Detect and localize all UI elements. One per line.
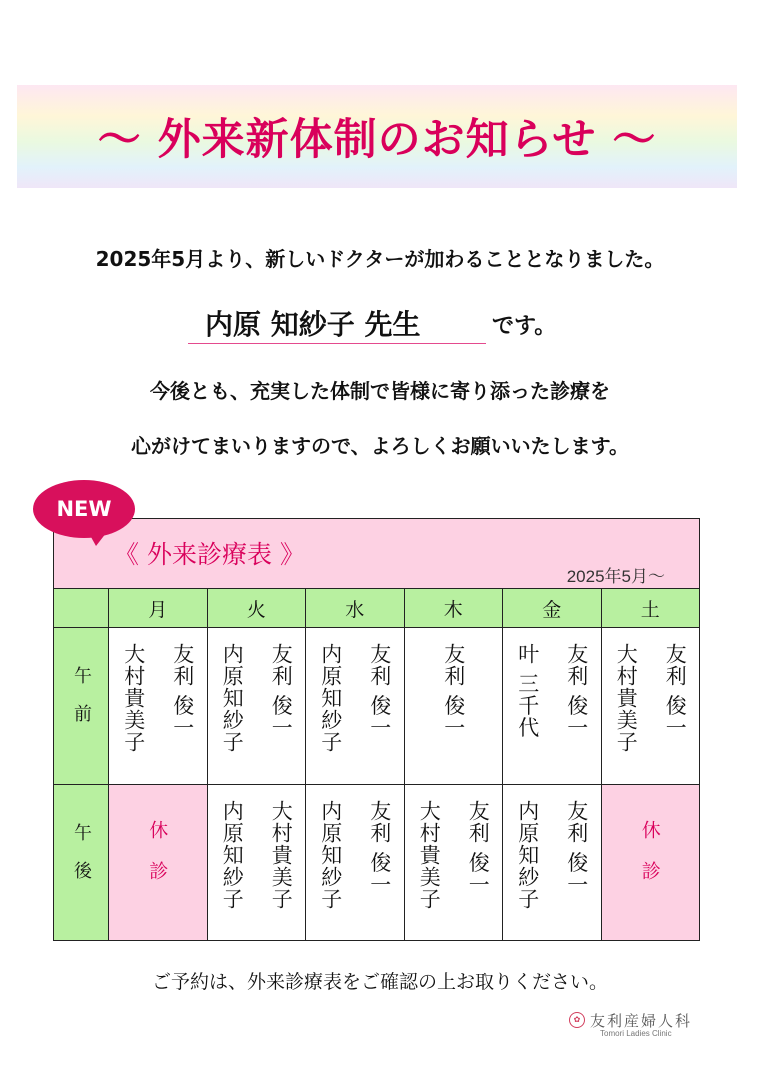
doctor-entry: 友利 俊一 [170, 643, 195, 739]
pm-row [54, 785, 700, 941]
clinic-subtitle: Tomori Ladies Clinic [600, 1029, 672, 1038]
doctor-entry: 友利 俊一 [564, 800, 589, 896]
title-banner [17, 85, 737, 188]
doctor-entry: 友利 俊一 [269, 643, 294, 739]
doctor-entry: 友利 俊一 [367, 643, 392, 739]
pm-wed [306, 785, 405, 941]
doctor-underline [188, 343, 486, 344]
clinic-logo-icon: ✿ [569, 1012, 585, 1028]
corner-cell [54, 589, 109, 628]
page-title: ～ 外来新体制のお知らせ ～ [97, 115, 657, 165]
pm-tue [207, 785, 306, 941]
intro-line-3: 今後とも、充実した体制で皆様に寄り添った診療を [150, 379, 610, 403]
closed-label: 休診 [146, 819, 169, 902]
doctor-entry: 大村貴美子 [121, 643, 146, 753]
doctor-name: 内原 知紗子 先生 [205, 308, 421, 341]
intro-line-1: 2025年5月より、新しいドクターが加わることとなりました。 [95, 247, 665, 271]
period-pm-label: 午後 [71, 822, 92, 899]
day-fri: 金 [503, 589, 602, 628]
doctor-entry: 内原知紗子 [318, 800, 343, 910]
doctor-entry: 大村貴美子 [269, 800, 294, 910]
doctor-entry: 内原知紗子 [515, 800, 540, 910]
pm-sat-closed [601, 785, 700, 941]
intro-line-4: 心がけてまいりますので、よろしくお願いいたします。 [131, 434, 629, 458]
period-pm [54, 785, 109, 941]
day-wed: 水 [306, 589, 405, 628]
period-am-label: 午前 [71, 666, 92, 742]
doctor-entry: 友利 俊一 [663, 643, 688, 739]
pm-thu [404, 785, 503, 941]
doctor-entry: 友利 俊一 [367, 800, 392, 896]
doctor-entry: 友利 俊一 [564, 643, 589, 739]
clinic-name: 友利産婦人科 [590, 1012, 693, 1030]
am-sat [601, 628, 700, 785]
clinic-logo [569, 1012, 729, 1042]
day-header-row [54, 589, 700, 628]
day-sat: 土 [601, 589, 700, 628]
pm-fri [503, 785, 602, 941]
schedule-date: 2025年5月～ [566, 567, 665, 586]
doctor-entry: 大村貴美子 [614, 643, 639, 753]
period-am [54, 628, 109, 785]
new-badge: NEW [33, 480, 135, 538]
am-thu [404, 628, 503, 785]
doctor-entry: 大村貴美子 [417, 800, 442, 910]
reservation-note: ご予約は、外来診療表をご確認の上お取りください。 [151, 971, 608, 993]
doctor-entry: 叶 三千代 [515, 643, 540, 739]
am-wed [306, 628, 405, 785]
am-fri [503, 628, 602, 785]
am-row [54, 628, 700, 785]
doctor-entry: 内原知紗子 [318, 643, 343, 753]
day-mon: 月 [109, 589, 208, 628]
day-thu: 木 [404, 589, 503, 628]
new-badge-tail [86, 528, 110, 546]
day-tue: 火 [207, 589, 306, 628]
doctor-entry: 友利 俊一 [441, 643, 466, 739]
am-mon [109, 628, 208, 785]
closed-label: 休診 [638, 819, 661, 902]
am-tue [207, 628, 306, 785]
doctor-entry: 友利 俊一 [466, 800, 491, 896]
schedule-title: 《 外来診療表 》 [114, 540, 305, 569]
schedule-table [53, 588, 700, 941]
doctor-entry: 内原知紗子 [220, 800, 245, 910]
doctor-entry: 内原知紗子 [220, 643, 245, 753]
doctor-suffix: です。 [492, 314, 557, 339]
pm-mon-closed [109, 785, 208, 941]
doctor-announcement [0, 303, 760, 353]
schedule-header [53, 518, 700, 590]
